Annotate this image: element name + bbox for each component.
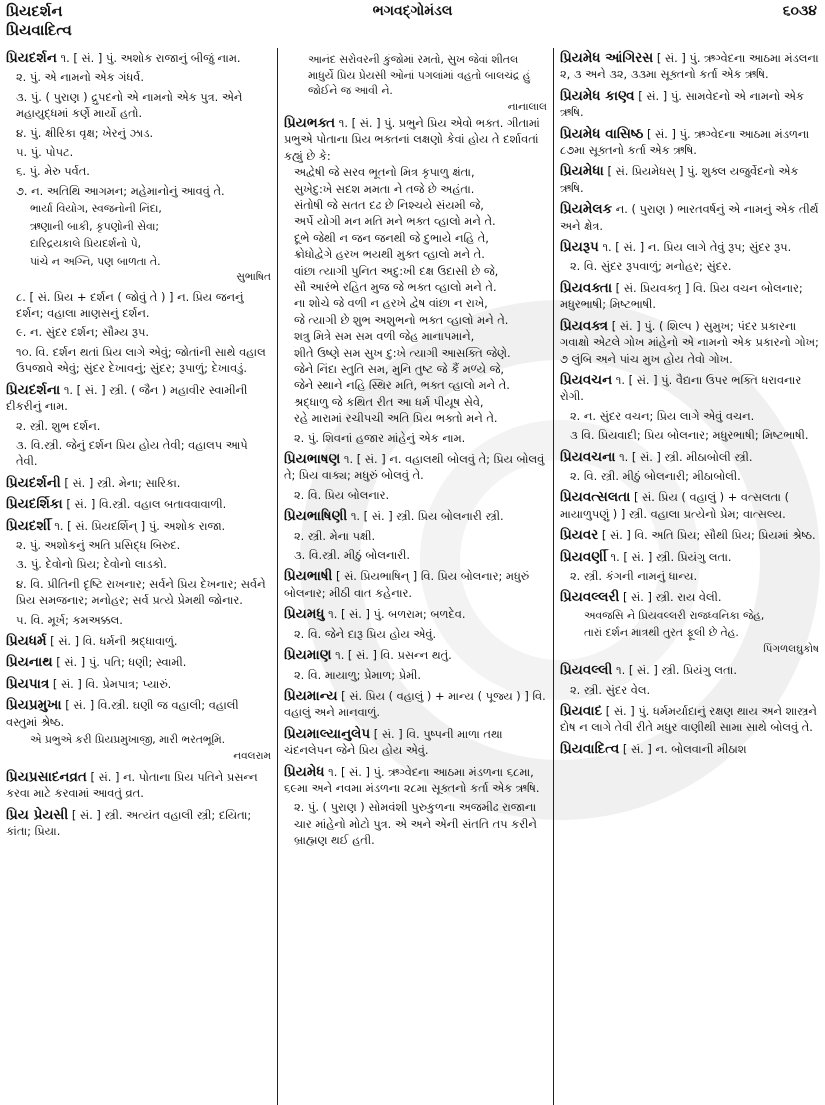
verse-line: અદ્વેષી જે સરવ ભૂતનો મિત્ર કૃપાળુ ક્ષંતા, [294,165,475,180]
definition: ન. ( પુરાણ ) ભારતવર્ષનું એ નામનું એક તીર્થ અને ક્ષેત્ર. [560,202,819,233]
entry-main [560,318,819,367]
sense: ૩. પું. દેવોનો પ્રિય; દેવોનો લાડકો. [16,557,167,572]
sense: ૬. પું. મેરુ પર્વત. [16,164,90,179]
headword: પ્રિયવક્તા [560,279,613,296]
definition: [ સં. ] પું. ઋગ્વેદના આઠમા મંડળના ૮૭મા સૂક્તનો કર્તા એક ઋષિ. [560,126,810,158]
headword: પ્રિયમધુ [284,606,325,623]
headword: પ્રિયવક્ત્ર [560,317,609,334]
sense: ૨. પું. અશોકનું અતિ પ્રસિદ્ધ બિરુદ. [16,537,181,552]
headword: પ્રિયનાથ [6,654,53,671]
definition: ૧. [ સં. ] વિ. પ્રસન્ન થતું. [335,648,452,663]
headword: પ્રિયદર્શન [6,50,57,66]
entry-main [560,88,819,121]
quotation-source: સુભાષિત [236,271,271,284]
headword: પ્રિયરૂપ [560,239,599,256]
headword: પ્રિયમાણ [284,647,332,664]
definition: [ સં. ] પું. ધર્મમર્યાદાનું રક્ષણ થાય અને શાસ્ત્રને દોષ ન લાગે તેવી રીતે મધુર વાણીથી સામા સાથે બોલવું તે. [560,704,817,735]
entry-main [560,280,819,313]
entry-main [6,676,271,692]
dictionary-entry [560,163,819,196]
entry-main [6,807,271,840]
definition: [ સં. ] વિ. પુષ્પની માળા તથા ચંદનલેપન જેને પ્રિય હોય એવું. [284,726,503,758]
dictionary-entry [284,568,547,601]
headword: પ્રિયવર્ણી [560,548,607,565]
definition: [ સં. ] સ્ત્રી. અત્યંત વહાલી સ્ત્રી; દયિતા; કાંતા; પ્રિયા. [6,807,252,839]
entry-main [6,633,271,649]
quotation-line: ભાર્યા વિયોગ, સ્વજનોની નિંદા, [30,202,162,216]
sense: ૩. વિ.સ્ત્રી. જેનું દર્શન પ્રિય હોય તેવી; વહાલપ આપે તેવી. [16,437,248,469]
dictionary-entry [560,449,819,485]
dictionary-entry [560,589,819,657]
quotation-line: અવજસિ ને પ્રિયવલ્લરી રાજધ્વનિકા જેહ, [584,608,765,622]
definition: [ સં. પ્રિયમેધસ્ ] પું. શુક્લ યજુર્વેદનો એક ઋષિ. [560,164,799,195]
headword: પ્રિયભાષિણી [284,508,348,525]
sense: ૩ વિ. પ્રિયવાદી; પ્રિય બોલનાર; મધુરભાષી; મિષ્ટભાષી. [570,428,809,443]
definition: ૧. [ સં. પ્રિયદર્શિન્ ] પું. અશોક રાજા. [54,518,226,533]
verse-line: શીતે ઉષ્ણે સમ સુખ દુ:ખે ત્યાગી આસક્તિ જેણે. [294,345,511,360]
verse-line: રહે મારામાં રચીપચી અતિ પ્રિય ભક્તો મને તે. [294,411,498,426]
definition: [ સં. ] વિ. ધર્મની શ્રદ્ધાવાળું. [50,633,178,648]
definition: [ સં. પ્રિયવક્તૃ ] વિ. પ્રિય વચન બોલનાર; મધુરભાષી; મિષ્ટભાષી. [560,280,803,312]
dictionary-entry [560,662,819,698]
definition: [ સં. ] સ્ત્રી. રાય વેલી. [622,590,722,605]
definition: [ સં. ] વિ. અતિ પ્રિય; સૌથી પ્રિય; પ્રિયમાં શ્રેષ્ઠ. [601,528,816,543]
headword: પ્રિયભક્ત [284,114,336,131]
entry-main [560,372,819,405]
headword: પ્રિયમેધ [284,763,325,780]
quotation-line: ઋણાની બાકી, કૃપણોની સેવા; [30,219,160,233]
guide-word-first: પ્રિયદર્શન [6,2,63,20]
headword: પ્રિયવચના [560,448,616,465]
definition: [ સં. ] પું. પતિ; ધણી; સ્વામી. [56,655,187,670]
dictionary-entry [284,647,547,683]
definition: [ સં. પ્રિય ( વહાલું ) + માન્ય ( પૂજ્ય ) ] વિ. વહાલું અને માનવાળું. [284,688,546,720]
dictionary-entry [560,741,819,757]
dictionary-entry [6,769,271,802]
headword: પ્રિયપ્રમુખા [6,697,62,714]
sense: ૨. વિ. જેને દારૂ પ્રિય હોય એવું. [294,626,437,641]
definition: [ સં. ] પું. ( શિલ્પ ) સુમુખ; પંદર પ્રકારના ગવાક્ષો એટલે ગોખ માંહેનો એ નામનો એક પ્રકારનો ગોખ; ૭ લુંબિ અને પાંચ મુખ હોય તેવો ગોખ. [560,318,819,366]
quotation-line: આનંદ સરોવરની કુંજોમાં રમતો, સુખ જેવાં શીતલ માધુર્યે પ્રિય પ્રેયસી ઓનાં પગલાંમાં વહતો બાલચંદ્ર હું જોઈને જ આવી ને. [308,53,531,97]
entry-main [560,201,819,234]
guide-word-last: પ્રિયવાદિત્વ [6,21,72,39]
entry-main [560,239,819,255]
headword: પ્રિયમેધ આંગિરસ [560,50,654,66]
sense: ૨. સ્ત્રી. શુભ દર્શન. [16,418,101,433]
dictionary-entry [284,726,547,759]
dictionary-entry [560,50,819,83]
dictionary-entry [6,475,271,491]
headword: પ્રિયવાદ [560,703,603,719]
entry-main [6,654,271,670]
headword: પ્રિયવચન [560,371,613,388]
verse-line: અર્પે યોગી મન મતિ મને ભક્ત વ્હાલો મને તે. [294,214,496,229]
entry-main [6,518,271,534]
sense: ૯. ન. સુંદર દર્શન; સૌમ્ય રૂપ. [16,325,149,340]
entry-main [284,647,547,663]
page-header [0,0,825,48]
definition: [ સં. પ્રિય ( વહાલું ) + વત્સલતા ( માયાળુપણું ) ] સ્ત્રી. વહાલા પ્રત્યેનો પ્રેમ; વાત્સલ્ય. [560,490,790,521]
dictionary-entry [6,518,271,628]
definition: [ સં. ] વિ.સ્ત્રી. ઘણી જ વહાલી; વહાલી વસ્તુમાં શ્રેષ્ઠ. [6,698,239,729]
quotation-source: પિંગળલઘુકોષ [763,642,819,655]
dictionary-entry [560,549,819,585]
headword: પ્રિયમેલક [560,201,613,218]
definition: [ સં. ] વિ.સ્ત્રી. વહાલ બતાવવાવાળી. [66,497,227,512]
entry-main [284,508,547,524]
entry-main [6,697,271,730]
headword: પ્રિયમેધ કાણ્વ [560,87,635,104]
dictionary-entry [6,807,271,840]
definition: ૧. [ સં. ] પું. વૈદ્યના ઉપર ભક્તિ ધરાવનાર રોગી. [560,372,802,404]
definition: ૧. [ સં. ] સ્ત્રી. પ્રિયંગુ લતા. [610,549,732,564]
definition: ૧. [ સં. ] સ્ત્રી. મીઠાબોલી સ્ત્રી. [619,449,753,464]
headword: પ્રિયદર્શની [6,474,61,491]
entry-main [6,769,271,802]
sense: ૨. વિ. પ્રિય બોલનાર. [294,487,390,502]
sense: ૨. સ્ત્રી. મેના પક્ષી. [294,528,376,543]
entry-main [560,549,819,565]
dictionary-entry [6,382,271,470]
entry-main [560,50,819,83]
dictionary-entry [560,489,819,522]
entry-main [284,688,547,721]
headword: પ્રિયમેધા [560,163,604,180]
dictionary-entry [560,703,819,736]
definition: ૧. [ સં. ] ન. પ્રિય લાગે તેવું રૂપ; સુંદર રૂપ. [602,240,792,255]
dictionary-entry [284,688,547,721]
definition: [ સં. પ્રિયભાષિન્ ] વિ. પ્રિય બોલનાર; મધુરું બોલનાર; મીઠી વાત કહેનાર. [284,569,530,600]
headword: પ્રિયમેધ વાસિષ્ઠ [560,125,644,142]
dictionary-entry [560,126,819,159]
headword: પ્રિયદર્શી [6,517,51,534]
entry-main [284,568,547,601]
dictionary-entry [6,676,271,692]
sense: ૫. વિ. મૂર્ખ; કમઅક્કલ. [16,612,123,627]
headword: પ્રિયપાત્ર [6,675,50,692]
entry-main [6,496,271,512]
entry-main [560,489,819,522]
entry-main [560,527,819,543]
headword: પ્રિયવાદિત્વ [560,740,620,757]
headword: પ્રિયમાલ્યાનુલેપ [284,725,371,742]
verse-line: સૌ આરંભે રહિત મુજ જે ભક્ત વ્હાલો મને તે. [294,279,497,294]
verse-line: જેને નિંદા સ્તુતિ સમ, મુનિ તુષ્ટ જે કૈં મળ્યે જે, [294,362,504,376]
quotation-source: નવલરામ [233,749,271,762]
dictionary-columns [0,48,825,1105]
dictionary-entry [6,496,271,512]
dictionary-entry [560,318,819,367]
sense: ૨. સ્ત્રી. સુંદર વેલ. [570,682,651,697]
verse-line: શત્રુ મિત્રે સમ સમ વળી જેહ માનાપમાને, [294,329,475,344]
sense: ૪. વિ. પ્રીતિની દૃષ્ટિ રાખનાર; સર્વને પ્રિય દેખનાર; સર્વને પ્રિય સમજનાર; મનોહર; સર્વ પ્રત્યે પ્રેમથી જોનાર. [16,576,266,608]
entry-main [560,662,819,678]
headword: પ્રિય પ્રેયસી [6,806,69,823]
headword: પ્રિયમાન્ય [284,687,338,704]
verse-line: સંતોષી જે સતત દઢ છે નિશ્ચયે સંયમી જે, [294,197,484,212]
sense: ૨. વિ. સ્ત્રી. મીઠું બોલનારી; મીઠાબોલી. [570,468,741,483]
quotation-line: પાંચે ન અગ્નિ, પણ બાળતા તે. [30,254,161,268]
headword: પ્રિયદર્શિકા [6,496,63,513]
sense: ૭. ન. અતિથિ આગમન; મહેમાનોનું આવવું તે. [16,183,225,198]
verse-line: સુખેદુ:ખે સદશ મમતા ને તજે છે અહંતા. [294,181,475,196]
dictionary-entry [6,654,271,670]
sense: ૨. પું. ( પુરાણ ) સોમવંશી પુરુકુળના અજમીઢ રાજાના ચાર માંહેનો મોટો પુત્ર. એ અને એની સંતતિ તપ કરીને બ્રાહ્મણ થઈ હતી. [294,800,537,848]
definition: [ સં. ] પું. ઋગ્વેદના આઠમા મંડલના ૨, ૩ અને ૩૨, ૩૩મા સૂક્તનો કર્તા એક ઋષિ. [560,51,819,82]
headword: પ્રિયવલ્લરી [560,589,620,606]
definition: [ સં. ] સ્ત્રી. મેના; સારિકા. [64,475,181,490]
headword: પ્રિયવલ્લી [560,662,613,679]
dictionary-entry [284,115,547,446]
sense: ૩. પું. ( પુરાણ ) દ્રુપદનો એ નામનો એક પુત્ર. એને મહાયુદ્ધમાં કર્ણે માર્યો હતો. [16,89,243,121]
dictionary-entry [284,451,547,503]
entry-main [284,606,547,622]
definition: ૧. [ સં. ] પું. ઋગ્વેદના આઠમા મંડળના ૬૮મા, ૬૯મા અને નવમા મંડળના ૨૮મા સૂક્તનો કર્તા એક ઋષિ. [284,764,540,795]
column-3 [554,48,825,1105]
definition: [ સં. ] વિ. પ્રેમપાત્ર; પ્યારું. [52,676,172,691]
page-number: ૬૦૩૪ [782,3,817,19]
sense: ૨. પું. શિવનાં હજાર માંહેનું એક નામ. [294,430,466,445]
dictionary-entry [560,88,819,121]
headword: પ્રિયવર [560,527,599,544]
sense: ૨. વિ. માયાળુ; પ્રેમાળ; પ્રેમી. [294,667,422,682]
headword: પ્રિયભાષણ [284,451,341,468]
verse-line: ક્રોધોદ્વેગે હરખ ભયથી મુક્ત વ્હાલો મને તે. [294,247,485,262]
definition: ૧. [ સં. ] પું. અશોક રાજાનું બીજું નામ. [60,51,241,65]
sense: ૪. પું. ક્ષીરિકા વૃક્ષ; ખેરનું ઝાડ. [16,125,154,140]
sense: ૩. વિ.સ્ત્રી. મીઠું બોલનારી. [294,548,411,563]
dictionary-entry [560,239,819,275]
sense: ૨. સ્ત્રી. કંગની નામનું ધાન્ય. [570,568,698,583]
sense: ૨. પું. એ નામનો એક ગંધર્વ. [16,70,145,85]
dictionary-entry [284,764,547,849]
headword: પ્રિયધર્મ [6,632,47,649]
sense: ૨. વિ. સુંદર રૂપવાળું; મનોહર; સુંદર. [570,259,732,274]
definition: ૧. [ સં. ] સ્ત્રી. ( જૈન ) મહાવીર સ્વામીની દીકરીનું નામ. [6,382,248,414]
verse-line: વાંછા ત્યાગી પુનિત અદુ:ખી દક્ષ ઉદાસી છે જે, [294,263,499,278]
book-title: ભગવદ્ગોમંડલ [372,3,453,19]
sense: ૨. ન. સુંદર વચન; પ્રિય લાગે એવું વચન. [570,408,755,423]
definition: [ સં. ] ન. બોલવાની મીઠાશ [622,741,747,756]
entry-main [284,115,547,164]
entry-main [6,382,271,415]
verse-line: દૂભે જેથી ન જન જનથી જે દુભાયે નહિ તે, [294,230,489,245]
verse-line: જે ત્યાગી છે શુભ અશુભનો ભક્ત વ્હાલો મને તે. [294,312,509,327]
headword: પ્રિયવત્સલતા [560,489,631,506]
entry-main [284,451,547,484]
quotation-source: નાનાલાલ [507,100,547,113]
dictionary-entry [560,372,819,444]
sense: ૫. પું. પોપટ. [16,145,74,160]
dictionary-entry [6,633,271,649]
entry-main [560,741,819,757]
definition: ૧. [ સં. ] સ્ત્રી. પ્રિય બોલનારી સ્ત્રી. [350,509,504,524]
verse-line: ના શોચે જે વળી ન હરખે દ્વેષ વાંછા ન રાખે, [294,296,488,311]
headword: પ્રિયભાષી [284,568,333,585]
dictionary-entry [284,508,547,563]
column-1 [0,48,278,1105]
entry-main [284,764,547,797]
dictionary-entry [284,606,547,642]
definition: [ સં. ] ન. પોતાના પ્રિય પતિને પ્રસન્ન કરવા માટે કરવામાં આવતું વ્રત. [6,769,258,801]
entry-main [560,126,819,159]
entry-main [284,726,547,759]
definition: ૧. [ સં. ] પું. બળરામ; બળદેવ. [328,607,466,622]
dictionary-entry [6,50,271,377]
definition: ૧. [ સં. ] સ્ત્રી. પ્રિયંગુ લતા. [616,663,737,678]
headword: પ્રિયદર્શના [6,381,61,398]
entry-main [560,449,819,465]
sense: ૮. [ સં. પ્રિય + દર્શન ( જોવું તે ) ] ન. પ્રિય જનનું દર્શન; વહાલા માણસનું દર્શન. [16,289,244,321]
definition: ૧. [ સં. ] ન. વહાલથી બોલવું તે; પ્રિય બોલવું તે; પ્રિય વાક્ય; મધુરું બોલવું તે. [284,452,545,483]
sense: ૧૦. વિ. દર્શન થતાં પ્રિય લાગે એવું; જોતાંની સાથે વહાલ ઉપજાવે એવું; સુંદર દેખાવનું; સુંદર; રૂપાળું; દેખાવડું. [16,344,266,376]
entry-main [560,589,819,605]
definition: ૧. [ સં. ] પું. પ્રભુને પ્રિય એવો ભક્ત. ગીતામાં પ્રભુએ પોતાના પ્રિય ભક્તનાં લક્ષણો કેવાં હોય તે દર્શાવતાં કહ્યું છે કે: [284,115,540,163]
verse-line: જેને સ્થાને નહિ સ્થિર મતિ, ભક્ત વ્હાલો મને તે. [294,378,510,393]
entry-main [560,163,819,196]
dictionary-entry [560,527,819,543]
dictionary-entry [560,280,819,313]
column-2 [278,48,554,1105]
dictionary-entry [6,697,271,764]
quotation-line: તારાં દર્શન માત્રથી તુરત ફૂલી છે તેહ. [584,626,739,640]
quotation-line: દારિદ્રયકાલે પ્રિયદર્શનો પે, [30,237,142,251]
entry-main [6,475,271,491]
entry-main [560,703,819,736]
definition: [ સં. ] પું. સામવેદનો એ નામનો એક ઋષિ. [560,88,804,120]
verse-line: શ્રદ્ધાળુ જે કથિત રીત આ ધર્મ પીયૂષ સેવે, [294,394,484,409]
entry-main [6,50,271,66]
quotation-line: એ પ્રભુએ કરી પ્રિયપ્રમુખાજી, મારી ભરતભૂમિ. [30,733,226,746]
headword: પ્રિયપ્રસાદનવ્રત [6,768,87,785]
dictionary-entry [560,201,819,234]
